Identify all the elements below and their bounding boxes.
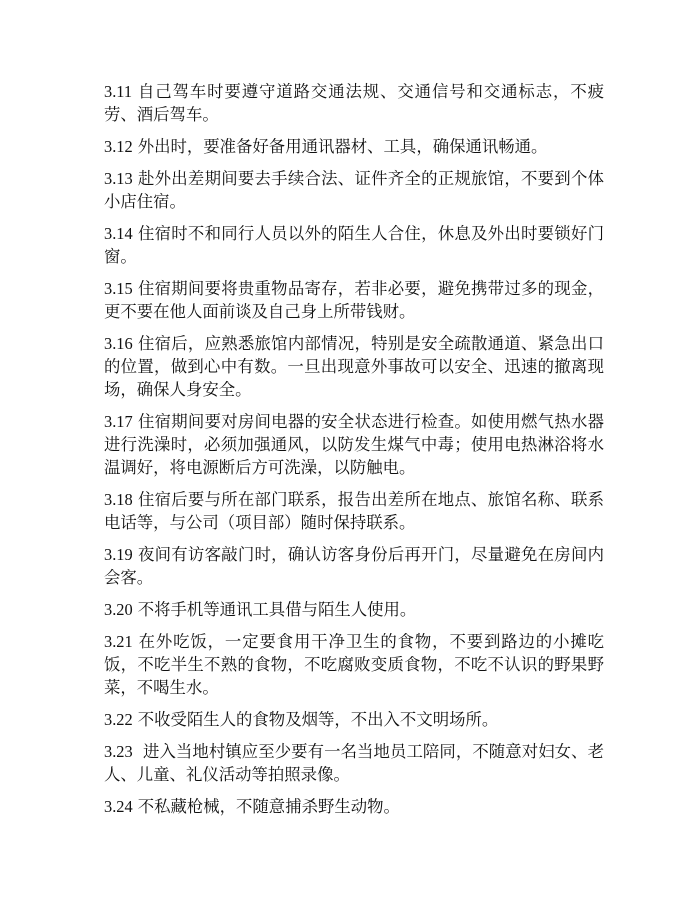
document-body — [104, 80, 604, 827]
clause-3-11 — [104, 80, 604, 126]
clause-number: 3.24 — [104, 797, 133, 816]
clause-3-19 — [104, 543, 604, 589]
clause-3-16 — [104, 332, 604, 401]
clause-number: 3.13 — [104, 169, 133, 188]
clause-text: 住宿后，应熟悉旅馆内部情况，特别是安全疏散通道、紧急出口的位置，做到心中有数。一旦出现意外事故可以安全、迅速的撤离现场，确保人身安全。 — [104, 334, 604, 399]
clause-text: 在外吃饭，一定要食用干净卫生的食物，不要到路边的小摊吃饭，不吃半生不熟的食物，不吃腐败变质食物，不吃不认识的野果野菜，不喝生水。 — [104, 632, 604, 697]
clause-3-17 — [104, 410, 604, 479]
clause-3-20 — [104, 598, 604, 621]
clause-3-21 — [104, 630, 604, 699]
clause-number: 3.16 — [104, 334, 133, 353]
clause-number: 3.14 — [104, 224, 133, 243]
clause-3-18 — [104, 488, 604, 534]
clause-text: 夜间有访客敲门时，确认访客身份后再开门，尽量避免在房间内会客。 — [104, 545, 604, 587]
clause-number: 3.11 — [104, 82, 133, 101]
clause-text: 住宿后要与所在部门联系，报告出差所在地点、旅馆名称、联系电话等，与公司（项目部）随时保持联系。 — [104, 490, 604, 532]
clause-3-24 — [104, 795, 604, 818]
clause-3-14 — [104, 222, 604, 268]
clause-text: 进入当地村镇应至少要有一名当地员工陪同，不随意对妇女、老人、儿童、礼仪活动等拍照录像。 — [104, 742, 604, 784]
clause-3-15 — [104, 277, 604, 323]
clause-number: 3.17 — [104, 412, 133, 431]
clause-text: 住宿时不和同行人员以外的陌生人合住，休息及外出时要锁好门窗。 — [104, 224, 604, 266]
clause-number: 3.15 — [104, 279, 133, 298]
clause-text: 不将手机等通讯工具借与陌生人使用。 — [137, 600, 417, 619]
clause-3-12 — [104, 135, 604, 158]
clause-text: 不收受陌生人的食物及烟等，不出入不文明场所。 — [137, 710, 499, 729]
clause-3-13 — [104, 167, 604, 213]
clause-text: 自己驾车时要遵守道路交通法规、交通信号和交通标志，不疲劳、酒后驾车。 — [104, 82, 604, 124]
clause-number: 3.12 — [104, 137, 133, 156]
clause-3-22 — [104, 708, 604, 731]
clause-text: 住宿期间要对房间电器的安全状态进行检查。如使用燃气热水器进行洗澡时，必须加强通风，以防发生煤气中毒；使用电热淋浴将水温调好，将电源断后方可洗澡，以防触电。 — [104, 412, 604, 477]
clause-number: 3.23 — [104, 742, 133, 761]
clause-text: 住宿期间要将贵重物品寄存，若非必要，避免携带过多的现金，更不要在他人面前谈及自己身上所带钱财。 — [104, 279, 604, 321]
clause-number: 3.19 — [104, 545, 133, 564]
clause-3-23 — [104, 740, 604, 786]
clause-text: 外出时，要准备好备用通讯器材、工具，确保通讯畅通。 — [137, 137, 548, 156]
clause-text: 不私藏枪械，不随意捕杀野生动物。 — [137, 797, 400, 816]
clause-number: 3.22 — [104, 710, 133, 729]
clause-text: 赴外出差期间要去手续合法、证件齐全的正规旅馆，不要到个体小店住宿。 — [104, 169, 604, 211]
clause-number: 3.18 — [104, 490, 133, 509]
clause-number: 3.20 — [104, 600, 133, 619]
clause-number: 3.21 — [104, 632, 133, 651]
